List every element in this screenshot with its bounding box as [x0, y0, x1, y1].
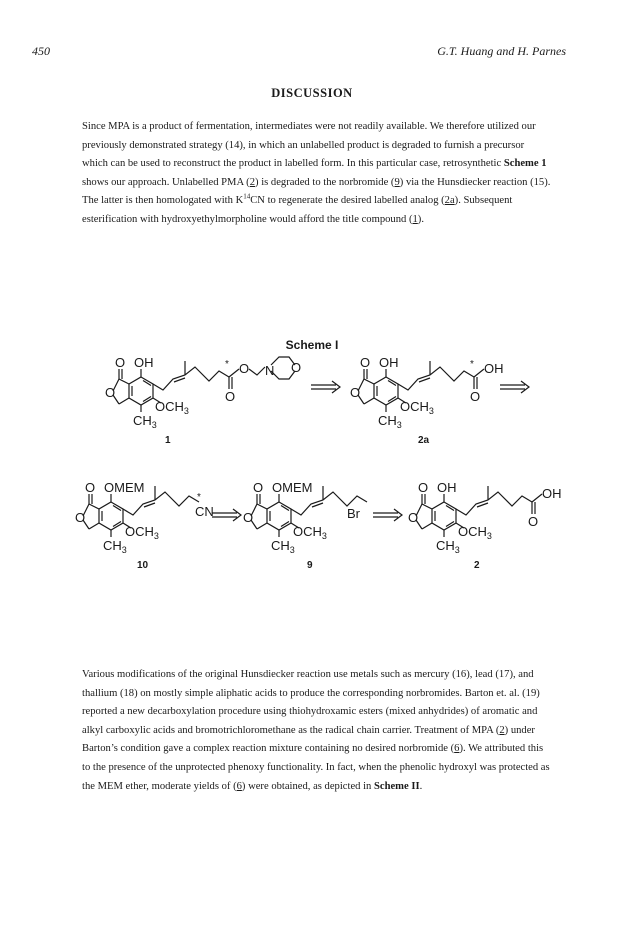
- svg-text:CH3: $CH_3$: [378, 413, 402, 430]
- scheme-diagram: [0, 355, 624, 585]
- svg-text:*: *: [197, 492, 201, 503]
- svg-text:O: O: [253, 480, 264, 495]
- svg-text:OH: OH: [484, 361, 504, 376]
- svg-text:O: O: [408, 510, 419, 525]
- structure-compound-2a: [350, 355, 504, 446]
- svg-text:O: O: [470, 389, 481, 404]
- page-number: 450: [32, 44, 50, 58]
- paragraph-methods: Various modifications of the original Hunsdiecker reaction use metals such as mercury (16), lead (17), and thallium (18) on mostly simple aliphatic acids to produce the corresponding norbromides. Barton et. al. (19) reported a new decarboxylation procedure using thiohydroxamic esters (mixed anhydrides) of aromatic and alkyl carboxylic acids and bromotrichloromethane as the radical chain carrier. Treatment of MPA (2) under Barton’s condition gave a complex reaction mixture containing no desired norbromide (6). We attributed this to the presence of the unprotected phenoxy functionality. In fact, when the phenolic hydroxyl was protected as the MEM ether, moderate yields of (6) were obtained, as depicted in Scheme II.: [82, 669, 550, 792]
- structure-compound-10: [75, 480, 214, 571]
- running-authors: G.T. Huang and H. Parnes: [437, 44, 566, 58]
- svg-text:OCH3: $OCH_3$: [458, 524, 492, 541]
- svg-text:O: O: [105, 385, 116, 400]
- svg-text:Br: Br: [347, 506, 360, 521]
- svg-text:O: O: [418, 480, 429, 495]
- svg-text:CH3: $CH_3$: [436, 538, 460, 555]
- svg-text:CH3: $CH_3$: [271, 538, 295, 555]
- structure-compound-2: [408, 480, 562, 571]
- scheme-reference: Scheme 1: [503, 158, 547, 170]
- svg-text:N: N: [265, 363, 275, 378]
- svg-text:OCH3: $OCH_3$: [400, 399, 434, 416]
- retro-arrow-3: [212, 509, 241, 521]
- svg-text:O: O: [85, 480, 96, 495]
- svg-text:OMEM: OMEM: [104, 480, 145, 495]
- section-heading: DISCUSSION: [271, 86, 353, 100]
- svg-text:O: O: [115, 355, 126, 370]
- svg-text:OCH3: $OCH_3$: [293, 524, 327, 541]
- retro-arrow-2: [500, 381, 529, 393]
- svg-text:2a: 2a: [418, 435, 430, 446]
- structure-compound-9: [243, 480, 367, 571]
- scheme-title: Scheme I: [285, 338, 339, 352]
- svg-text:CH3: $CH_3$: [133, 413, 157, 430]
- svg-text:OH: OH: [437, 480, 457, 495]
- svg-text:OH: OH: [134, 355, 154, 370]
- svg-text:O: O: [75, 510, 86, 525]
- retro-arrow-1: [311, 381, 340, 393]
- svg-text:O: O: [350, 385, 361, 400]
- svg-text:OCH3: $OCH_3$: [125, 524, 159, 541]
- svg-text:OH: OH: [542, 486, 562, 501]
- svg-text:O: O: [360, 355, 371, 370]
- paragraph-intro: Since MPA is a product of fermentation, intermediates were not readily available. We therefore utilized our previously demonstrated strategy (14), in which an unlabelled product is degraded to furnish a precursor which can be used to reconstruct the product in labelled form. In this particular case, retrosynthetic Scheme 1 shows our approach. Unlabelled PMA (2) is degraded to the norbromide (9) via the Hunsdiecker reaction (15). The latter is then homologated with $K^{14}CN$ to regenerate the desired labelled analog (2a). Subsequent esterification with hydroxyethylmorpholine would afford the title compound (1).: [82, 121, 551, 225]
- svg-text:*: *: [225, 359, 229, 370]
- svg-text:O: O: [291, 360, 302, 375]
- svg-text:O: O: [239, 361, 250, 376]
- svg-text:O: O: [528, 514, 539, 529]
- structure-compound-1: [105, 355, 301, 446]
- svg-text:9: 9: [307, 560, 313, 571]
- scheme-reference: Scheme II: [373, 780, 420, 792]
- svg-text:1: 1: [165, 435, 171, 446]
- svg-text:10: 10: [137, 560, 149, 571]
- svg-text:CN: CN: [195, 504, 214, 519]
- svg-text:*: *: [470, 359, 474, 370]
- svg-text:2: 2: [474, 560, 480, 571]
- svg-text:OH: OH: [379, 355, 399, 370]
- svg-text:OCH3: $OCH_3$: [155, 399, 189, 416]
- svg-text:O: O: [243, 510, 254, 525]
- svg-text:CH3: $CH_3$: [103, 538, 127, 555]
- retro-arrow-4: [373, 509, 402, 521]
- svg-text:OMEM: OMEM: [272, 480, 313, 495]
- svg-text:O: O: [225, 389, 236, 404]
